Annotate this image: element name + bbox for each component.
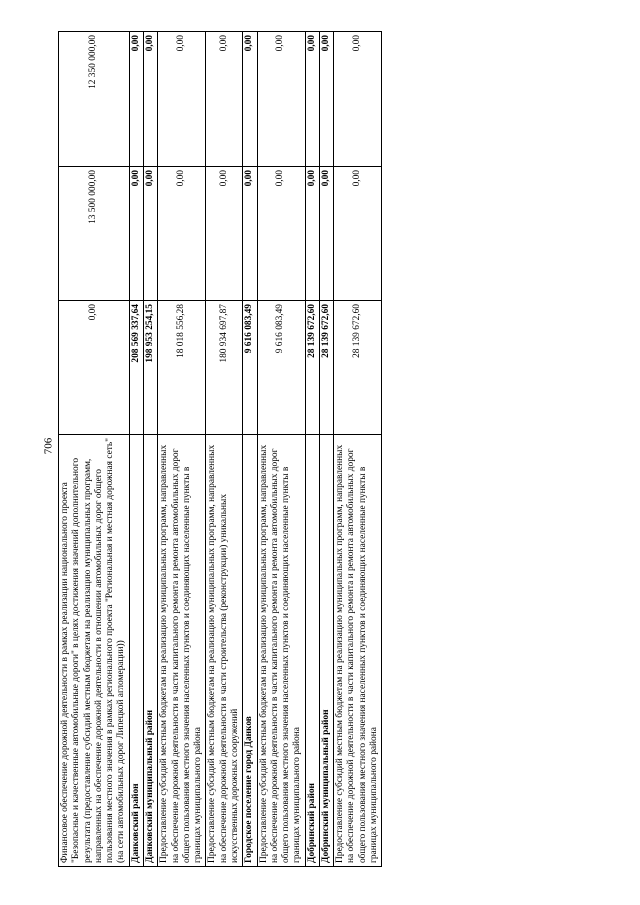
page-number: 706 bbox=[42, 437, 55, 455]
row-value-1: 208 569 337,64 bbox=[129, 301, 143, 435]
table-section-row bbox=[305, 32, 319, 867]
row-value-2: 0,00 bbox=[129, 167, 143, 301]
row-description: Добринский район bbox=[305, 435, 319, 867]
row-value-1: 9 616 083,49 bbox=[243, 301, 257, 435]
row-value-2: 0,00 bbox=[319, 167, 333, 301]
row-description: Городское поселение город Данков bbox=[243, 435, 257, 867]
row-description: Финансовое обеспечение дорожной деятельности в рамках реализации национального проекта "Безопасные и качественные автомобильные дороги" в целях достижения значений дополнительного результата (предоставление субсидий местным бюджетам на реализацию муниципальных программ, направленных на обеспечение дорожной деятельности в отношении автомобильных дорог общего пользования местного значения в рамках регионального проекта "Региональная и местная дорожная сеть" (на сети автомобильных дорог Липецкой агломерации)) bbox=[59, 435, 130, 867]
row-value-2: 0,00 bbox=[305, 167, 319, 301]
row-description: Данковский район bbox=[129, 435, 143, 867]
row-value-3: 0,00 bbox=[143, 32, 157, 167]
row-value-1: 180 934 697,87 bbox=[206, 301, 243, 435]
row-value-3: 0,00 bbox=[257, 32, 305, 167]
row-value-3: 0,00 bbox=[305, 32, 319, 167]
row-value-3: 0,00 bbox=[129, 32, 143, 167]
table-section-row bbox=[129, 32, 143, 867]
table-row bbox=[257, 32, 305, 867]
row-value-3: 12 350 000,00 bbox=[59, 32, 130, 167]
row-value-3: 0,00 bbox=[206, 32, 243, 167]
row-value-3: 0,00 bbox=[334, 32, 382, 167]
table-section-row bbox=[243, 32, 257, 867]
row-value-1: 0,00 bbox=[59, 301, 130, 435]
row-value-2: 0,00 bbox=[206, 167, 243, 301]
row-description: Предоставление субсидий местным бюджетам на реализацию муниципальных программ, направленных на обеспечение дорожной деятельности в части капитального ремонта и ремонта автомобильных дорог общего пользования местного значения населенных пунктов и соединяющих населенные пункты в границах муниципального района bbox=[334, 435, 382, 867]
row-value-1: 9 616 083,49 bbox=[257, 301, 305, 435]
row-value-1: 198 953 254,15 bbox=[143, 301, 157, 435]
row-value-1: 28 139 672,60 bbox=[319, 301, 333, 435]
row-description: Предоставление субсидий местным бюджетам на реализацию муниципальных программ, направленных на обеспечение дорожной деятельности в части капитального ремонта и ремонта автомобильных дорог общего пользования местного значения населенных пунктов и соединяющих населенные пункты в границах муниципального района bbox=[158, 435, 206, 867]
table-row bbox=[59, 32, 130, 867]
row-value-2: 0,00 bbox=[257, 167, 305, 301]
row-value-3: 0,00 bbox=[319, 32, 333, 167]
rotated-table-container bbox=[58, 32, 578, 867]
row-value-2: 0,00 bbox=[334, 167, 382, 301]
row-value-3: 0,00 bbox=[243, 32, 257, 167]
row-description: Предоставление субсидий местным бюджетам на реализацию муниципальных программ, направленных на обеспечение дорожной деятельности в части капитального ремонта и ремонта автомобильных дорог общего пользования местного значения населенных пунктов и соединяющих населенные пункты в границах муниципального района bbox=[257, 435, 305, 867]
table-row bbox=[158, 32, 206, 867]
row-value-1: 18 018 556,28 bbox=[158, 301, 206, 435]
row-value-2: 0,00 bbox=[143, 167, 157, 301]
row-value-2: 13 500 000,00 bbox=[59, 167, 130, 301]
table-section-row bbox=[319, 32, 333, 867]
row-value-1: 28 139 672,60 bbox=[305, 301, 319, 435]
row-description: Добринский муниципальный район bbox=[319, 435, 333, 867]
table-row bbox=[334, 32, 382, 867]
row-description: Данковский муниципальный район bbox=[143, 435, 157, 867]
budget-table bbox=[58, 31, 382, 867]
table-section-row bbox=[143, 32, 157, 867]
row-value-1: 28 139 672,60 bbox=[334, 301, 382, 435]
row-description: Предоставление субсидий местным бюджетам на реализацию муниципальных программ, направленных на обеспечение дорожной деятельности в части строительства (реконструкции) уникальных искусственных дорожных сооружений bbox=[206, 435, 243, 867]
row-value-3: 0,00 bbox=[158, 32, 206, 167]
table-row bbox=[206, 32, 243, 867]
row-value-2: 0,00 bbox=[158, 167, 206, 301]
row-value-2: 0,00 bbox=[243, 167, 257, 301]
budget-table-body bbox=[59, 32, 382, 867]
